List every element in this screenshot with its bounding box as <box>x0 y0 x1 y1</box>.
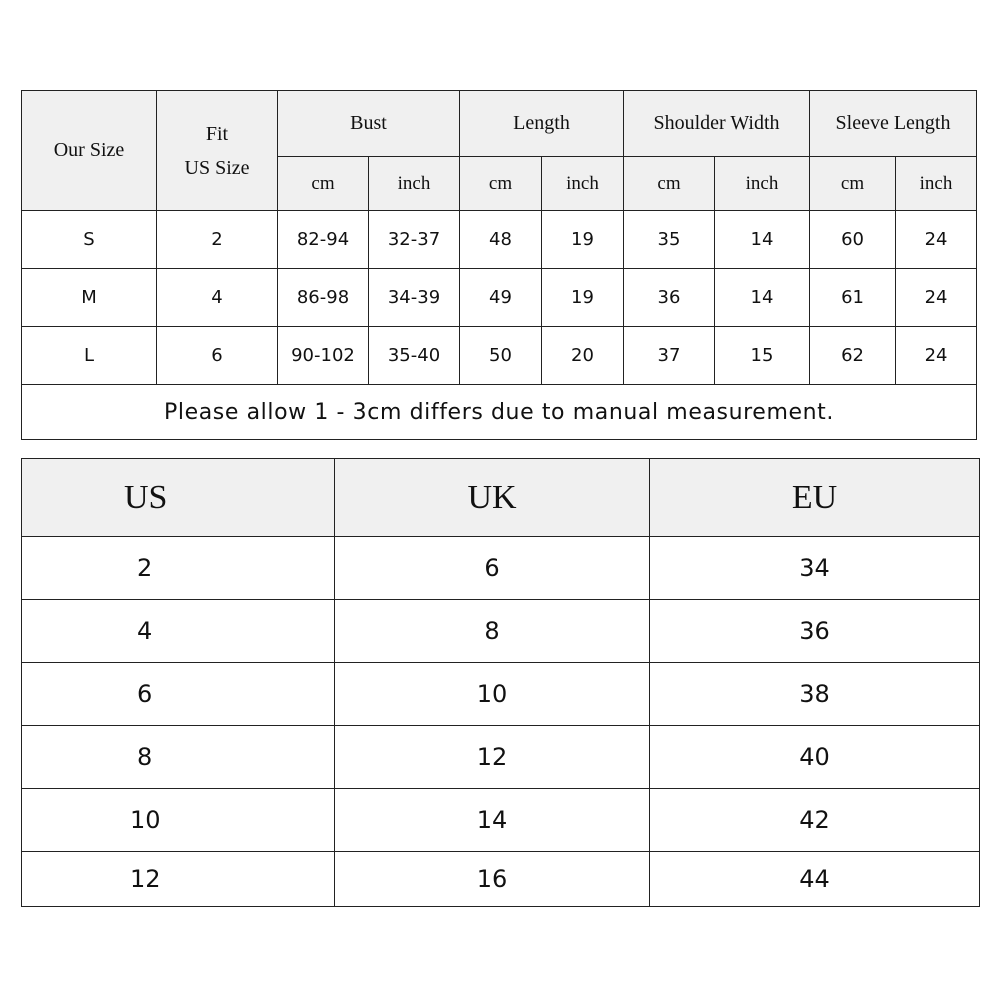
header-us: US <box>22 459 335 537</box>
size-conversion-table <box>21 458 980 907</box>
cell-eu: 34 <box>650 537 980 600</box>
cell-us-size: 2 <box>157 211 278 269</box>
cell-bust-inch: 35-40 <box>369 327 460 385</box>
table-row <box>22 269 977 327</box>
cell-eu: 42 <box>650 789 980 852</box>
cell-us: 2 <box>22 537 335 600</box>
cell-uk: 6 <box>335 537 650 600</box>
table-row <box>22 663 980 726</box>
cell-shoulder-inch: 14 <box>715 211 810 269</box>
unit-cm: cm <box>810 157 896 211</box>
header-shoulder-width: Shoulder Width <box>624 91 810 157</box>
measurement-note: Please allow 1 - 3cm differs due to manual measurement. <box>22 385 977 440</box>
cell-eu: 40 <box>650 726 980 789</box>
cell-shoulder-inch: 15 <box>715 327 810 385</box>
cell-sleeve-inch: 24 <box>896 211 977 269</box>
cell-us-size: 4 <box>157 269 278 327</box>
header-uk: UK <box>335 459 650 537</box>
cell-size: S <box>22 211 157 269</box>
cell-us: 4 <box>22 600 335 663</box>
cell-sleeve-inch: 24 <box>896 269 977 327</box>
cell-us: 12 <box>22 852 335 907</box>
cell-sleeve-cm: 62 <box>810 327 896 385</box>
header-sleeve-length: Sleeve Length <box>810 91 977 157</box>
cell-shoulder-cm: 37 <box>624 327 715 385</box>
cell-size: L <box>22 327 157 385</box>
size-measurement-table <box>21 90 977 440</box>
table-row <box>22 537 980 600</box>
cell-uk: 10 <box>335 663 650 726</box>
unit-inch: inch <box>896 157 977 211</box>
cell-size: M <box>22 269 157 327</box>
unit-cm: cm <box>460 157 542 211</box>
cell-us: 8 <box>22 726 335 789</box>
cell-uk: 8 <box>335 600 650 663</box>
cell-shoulder-cm: 36 <box>624 269 715 327</box>
cell-us-size: 6 <box>157 327 278 385</box>
cell-uk: 14 <box>335 789 650 852</box>
cell-length-cm: 50 <box>460 327 542 385</box>
table-row <box>22 600 980 663</box>
cell-length-inch: 19 <box>542 269 624 327</box>
cell-us: 6 <box>22 663 335 726</box>
cell-eu: 38 <box>650 663 980 726</box>
cell-eu: 44 <box>650 852 980 907</box>
header-our-size: Our Size <box>22 91 157 211</box>
cell-length-cm: 48 <box>460 211 542 269</box>
cell-sleeve-cm: 60 <box>810 211 896 269</box>
header-fit-us-size: Fit US Size <box>157 91 278 211</box>
cell-shoulder-cm: 35 <box>624 211 715 269</box>
table-row <box>22 789 980 852</box>
cell-sleeve-inch: 24 <box>896 327 977 385</box>
cell-shoulder-inch: 14 <box>715 269 810 327</box>
unit-cm: cm <box>624 157 715 211</box>
cell-length-inch: 20 <box>542 327 624 385</box>
header-eu: EU <box>650 459 980 537</box>
cell-uk: 16 <box>335 852 650 907</box>
cell-sleeve-cm: 61 <box>810 269 896 327</box>
cell-length-cm: 49 <box>460 269 542 327</box>
unit-inch: inch <box>715 157 810 211</box>
cell-bust-cm: 82-94 <box>278 211 369 269</box>
header-length: Length <box>460 91 624 157</box>
cell-length-inch: 19 <box>542 211 624 269</box>
cell-bust-inch: 34-39 <box>369 269 460 327</box>
cell-us: 10 <box>22 789 335 852</box>
table-row <box>22 726 980 789</box>
unit-inch: inch <box>542 157 624 211</box>
table-row <box>22 211 977 269</box>
unit-inch: inch <box>369 157 460 211</box>
table-row <box>22 852 980 907</box>
unit-cm: cm <box>278 157 369 211</box>
cell-bust-inch: 32-37 <box>369 211 460 269</box>
cell-bust-cm: 90-102 <box>278 327 369 385</box>
cell-bust-cm: 86-98 <box>278 269 369 327</box>
cell-uk: 12 <box>335 726 650 789</box>
table-row <box>22 327 977 385</box>
cell-eu: 36 <box>650 600 980 663</box>
header-bust: Bust <box>278 91 460 157</box>
